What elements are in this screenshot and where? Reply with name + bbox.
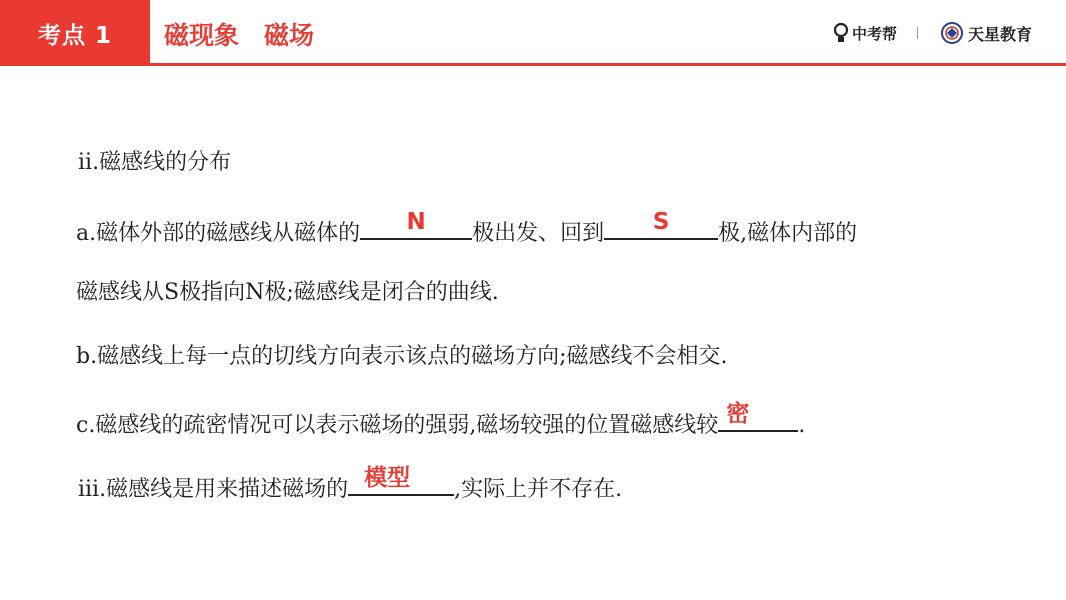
- topic-tag: 考点 1: [0, 0, 150, 66]
- line6-part-a: ⅲ.磁感线是用来描述磁场的: [78, 477, 349, 502]
- bulb-logo-icon: [834, 22, 848, 44]
- answer-1: N: [406, 209, 426, 235]
- line2-part-a: a.磁体外部的磁感线从磁体的: [76, 221, 361, 246]
- blank-2: [604, 209, 718, 240]
- brand-left-text: 中考帮: [852, 24, 898, 43]
- brand-right-text: 天星教育: [968, 24, 1033, 44]
- text-line-1: ⅱ.磁感线的分布: [78, 150, 232, 175]
- line2-part-b: 极出发、回到: [472, 221, 605, 246]
- answer-2: S: [652, 209, 670, 235]
- answer-4: 模型: [364, 465, 411, 491]
- section-title: 磁现象 磁场: [164, 21, 315, 50]
- text-line-2: [76, 209, 858, 249]
- brand-tianxing: [940, 20, 1032, 46]
- header-bar: [0, 0, 1066, 66]
- blank-3: [718, 401, 798, 432]
- text-line-6: [78, 465, 623, 505]
- line6-part-b: ,实际上并不存在.: [454, 477, 623, 502]
- answer-3: 密: [726, 401, 750, 427]
- line2-part-c: 极,磁体内部的: [718, 221, 858, 246]
- line5-part-a: c.磁感线的疏密情况可以表示磁场的强弱,磁场较强的位置磁感线较: [76, 413, 719, 438]
- line5-part-b: .: [798, 413, 806, 438]
- tianxing-logo-icon: [940, 21, 964, 45]
- brand-zhongkaobang: [834, 20, 897, 46]
- text-line-4: b.磁感线上每一点的切线方向表示该点的磁场方向;磁感线不会相交.: [76, 344, 728, 369]
- text-line-3: 磁感线从S极指向N极;磁感线是闭合的曲线.: [76, 280, 499, 305]
- text-line-5: [76, 401, 806, 441]
- brand-separator: [917, 27, 918, 39]
- blank-4: [348, 465, 454, 496]
- blank-1: [360, 209, 472, 240]
